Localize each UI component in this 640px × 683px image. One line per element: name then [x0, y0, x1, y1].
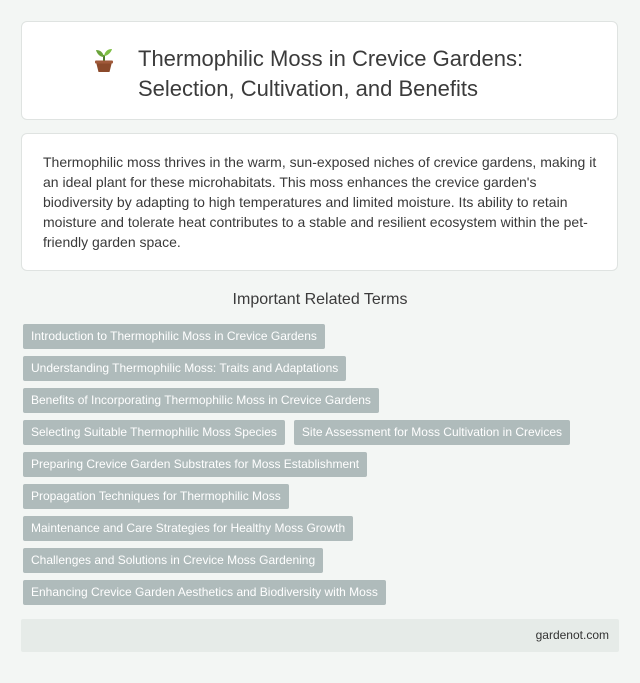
- intro-text: Thermophilic moss thrives in the warm, sun-exposed niches of crevice gardens, making it an ideal plant for these microhabitats. This moss enhances the crevice garden's biodiversity by adapting to high temperatures and limited moisture. Its ability to retain moisture and tolerate heat contributes to a stable and resilient ecosystem within the pet-friendly garden space.: [43, 154, 597, 250]
- related-term-tag[interactable]: Introduction to Thermophilic Moss in Crevice Gardens: [23, 324, 325, 349]
- tag-row: [23, 388, 620, 413]
- tag-row: [23, 484, 620, 509]
- related-terms-list: [23, 324, 620, 612]
- title-wrap: [90, 44, 523, 104]
- page-title-line-1: Thermophilic Moss in Crevice Gardens:: [138, 46, 524, 71]
- sprout-icon: [90, 46, 118, 74]
- tag-row: [23, 452, 620, 477]
- tag-row: [23, 356, 620, 381]
- related-term-tag[interactable]: Enhancing Crevice Garden Aesthetics and Biodiversity with Moss: [23, 580, 386, 605]
- title-card: [21, 21, 618, 120]
- related-term-tag[interactable]: Preparing Crevice Garden Substrates for Moss Establishment: [23, 452, 367, 477]
- tag-row: [23, 516, 620, 541]
- footer: [21, 619, 619, 652]
- tag-row: [23, 324, 620, 349]
- intro-card: [21, 133, 618, 271]
- related-term-tag[interactable]: Understanding Thermophilic Moss: Traits and Adaptations: [23, 356, 346, 381]
- page-title: [138, 44, 523, 104]
- related-term-tag[interactable]: Selecting Suitable Thermophilic Moss Species: [23, 420, 285, 445]
- related-terms-heading: Important Related Terms: [232, 291, 408, 308]
- related-term-tag[interactable]: Site Assessment for Moss Cultivation in Crevices: [294, 420, 570, 445]
- related-term-tag[interactable]: Maintenance and Care Strategies for Healthy Moss Growth: [23, 516, 353, 541]
- tag-row: [23, 420, 620, 445]
- page-title-line-2: Selection, Cultivation, and Benefits: [138, 76, 478, 101]
- related-term-tag[interactable]: Propagation Techniques for Thermophilic Moss: [23, 484, 289, 509]
- related-term-tag[interactable]: Benefits of Incorporating Thermophilic Moss in Crevice Gardens: [23, 388, 379, 413]
- related-term-tag[interactable]: Challenges and Solutions in Crevice Moss Gardening: [23, 548, 323, 573]
- footer-site-link[interactable]: gardenot.com: [535, 628, 609, 642]
- tag-row: [23, 580, 620, 605]
- tag-row: [23, 548, 620, 573]
